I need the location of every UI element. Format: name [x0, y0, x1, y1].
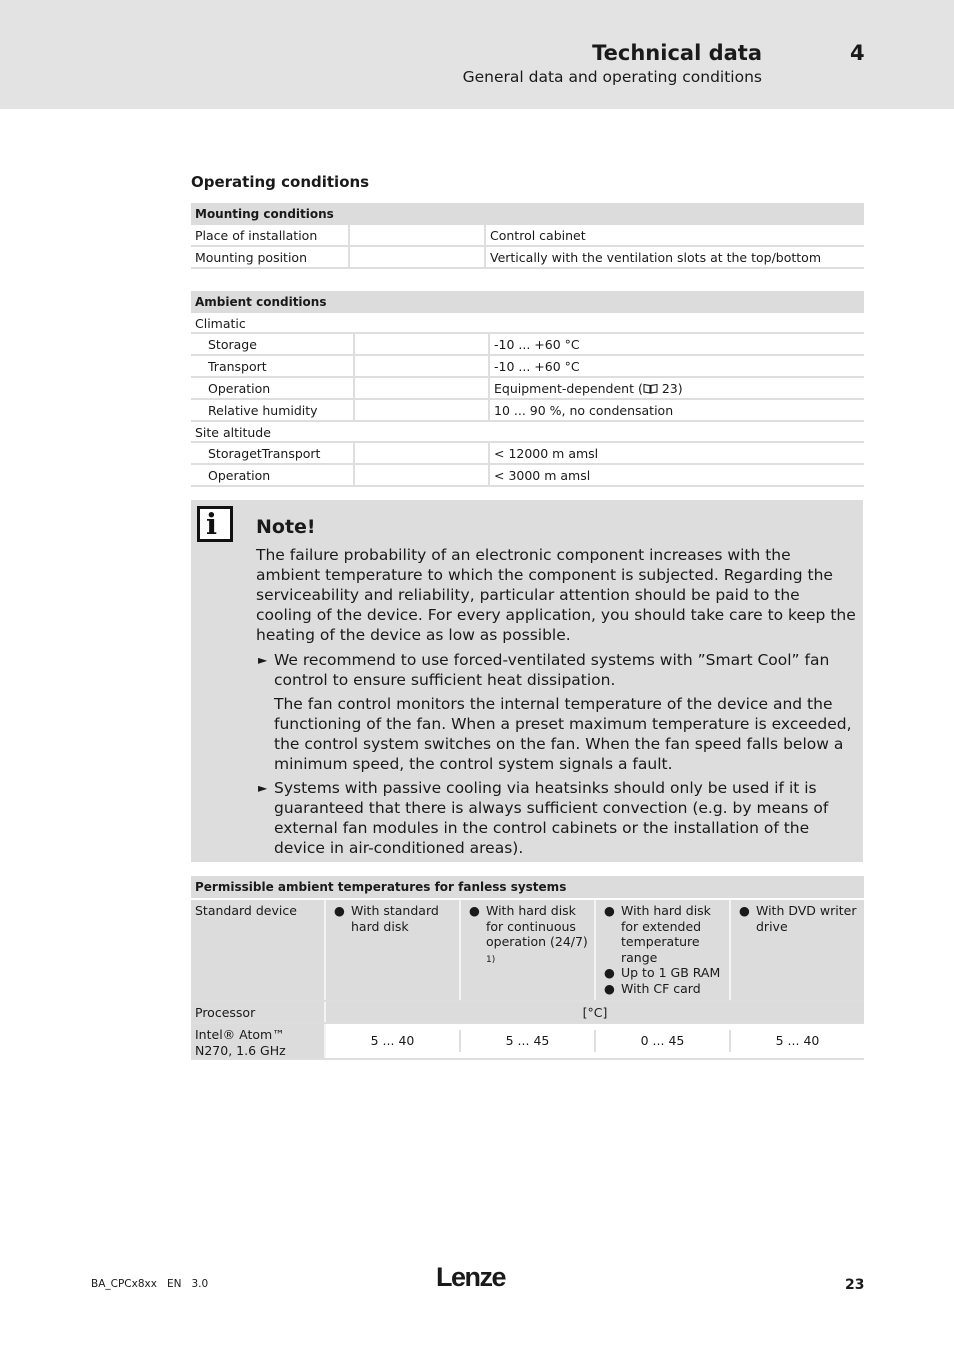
- column-label: With hard disk for continuous operation (24/7): [486, 903, 588, 949]
- lenze-logo: Lenze: [436, 1262, 506, 1292]
- row-value: < 3000 m amsl: [494, 467, 591, 483]
- bullet-icon: ●: [604, 980, 615, 996]
- ambient-table: [191, 291, 864, 487]
- table-row: [191, 378, 864, 400]
- empty-cell: [355, 400, 490, 420]
- row-value: Vertically with the ventilation slots at the top/bottom: [490, 249, 821, 265]
- row-label: Operation: [191, 465, 355, 485]
- temp-value: 5 ... 45: [461, 1030, 596, 1052]
- table-row: [191, 247, 864, 269]
- note-title: Note!: [256, 516, 316, 538]
- table-heading: Permissible ambient temperatures for fanless systems: [191, 876, 864, 898]
- bullet-icon: ●: [604, 903, 615, 918]
- empty-cell: [355, 465, 490, 485]
- note-bullet: [256, 778, 856, 858]
- note-bullet: [256, 650, 856, 774]
- mounting-table: [191, 203, 864, 269]
- page-title: Technical data: [592, 41, 762, 65]
- row-value: -10 ... +60 °C: [494, 336, 580, 352]
- header-band: [0, 0, 954, 109]
- empty-cell: [355, 334, 490, 354]
- empty-cell: [350, 225, 486, 245]
- column-header: [596, 900, 731, 1000]
- column-header: [731, 900, 864, 1000]
- temp-value: 5 ... 40: [775, 1033, 820, 1049]
- group-label: Site altitude: [191, 422, 864, 443]
- table-row: [191, 225, 864, 247]
- column-label: Up to 1 GB RAM: [621, 965, 721, 980]
- temp-value: 5 ... 40: [326, 1030, 461, 1052]
- column-label: With hard disk for extended temperature range: [621, 903, 711, 965]
- info-icon: i: [197, 506, 233, 542]
- column-label: With DVD writer drive: [756, 903, 857, 934]
- table-row: [191, 1024, 864, 1060]
- note-body: [256, 545, 856, 862]
- column-header: [326, 900, 461, 1000]
- temperature-table: [191, 876, 864, 1060]
- column-label: With CF card: [621, 980, 701, 996]
- table-row: [191, 400, 864, 422]
- row-value: < 12000 m amsl: [494, 445, 599, 461]
- row-label: StoragetTransport: [191, 443, 355, 463]
- column-header: [461, 900, 596, 1000]
- arrow-right-icon: ►: [258, 653, 268, 667]
- bullet-text: Systems with passive cooling via heatsinks should only be used if it is guaranteed that there is always sufficient convection (e.g. by means of external fan modules in the control cabinets or the installation of the device in air-conditioned areas).: [274, 779, 829, 857]
- empty-cell: [350, 247, 486, 267]
- empty-cell: [355, 356, 490, 376]
- row-label: Intel® Atom™ N270, 1.6 GHz: [191, 1024, 326, 1058]
- bullet-icon: ●: [604, 965, 615, 980]
- note-intro: The failure probability of an electronic component increases with the ambient temperature to which the component is subjected. Regarding the serviceability and reliability, particular attention should be paid to the cooling of the device. For every application, you should take care to keep the heating of the device as low as possible.: [256, 546, 856, 644]
- book-icon: [643, 383, 658, 394]
- table-heading: Mounting conditions: [191, 203, 864, 225]
- page-number: 23: [845, 1277, 865, 1293]
- empty-cell: [355, 443, 490, 463]
- row-label: Relative humidity: [191, 400, 355, 420]
- bullet-detail: The fan control monitors the internal temperature of the device and the functioning of the fan. When a preset maximum temperature is exceeded, the control system switches on the fan. When the fan speed falls below a minimum speed, the control system signals a fault.: [274, 695, 852, 773]
- table-row: [191, 334, 864, 356]
- row-label: Operation: [191, 378, 355, 398]
- row-label: Standard device: [191, 900, 326, 1000]
- chapter-number: 4: [850, 41, 865, 65]
- bullet-icon: ●: [334, 903, 345, 918]
- page-reference[interactable]: 23): [657, 380, 683, 396]
- group-label: Climatic: [191, 313, 864, 334]
- table-row: [191, 1002, 864, 1024]
- row-label: Transport: [191, 356, 355, 376]
- bullet-icon: ●: [739, 903, 750, 918]
- unit-label: [°C]: [582, 1005, 608, 1020]
- table-row: [191, 900, 864, 1002]
- document-id: BA_CPCx8xx EN 3.0: [91, 1278, 209, 1290]
- row-label: Storage: [191, 334, 355, 354]
- bullet-icon: ●: [469, 903, 480, 918]
- column-label: With standard hard disk: [351, 903, 439, 934]
- bullet-text: We recommend to use forced-ventilated systems with ”Smart Cool” fan control to ensure sufficient heat dissipation.: [274, 651, 830, 689]
- temp-value: 0 ... 45: [596, 1030, 731, 1052]
- row-value: -10 ... +60 °C: [494, 358, 580, 374]
- row-label: Mounting position: [191, 247, 350, 267]
- table-row: [191, 356, 864, 378]
- page-subtitle: General data and operating conditions: [462, 68, 762, 86]
- row-label: Place of installation: [191, 225, 350, 245]
- row-value: 10 ... 90 %, no condensation: [494, 402, 674, 418]
- table-row: [191, 465, 864, 487]
- row-value: Control cabinet: [490, 227, 586, 243]
- note-box: [191, 500, 863, 862]
- row-value: [490, 381, 683, 396]
- row-value-text: Equipment-dependent (: [494, 380, 643, 396]
- table-heading: Ambient conditions: [191, 291, 864, 313]
- footnote-ref: 1): [486, 954, 496, 965]
- section-heading: Operating conditions: [191, 173, 370, 191]
- row-label: Processor: [191, 1002, 326, 1022]
- arrow-right-icon: ►: [258, 781, 268, 795]
- table-row: [191, 443, 864, 465]
- empty-cell: [355, 378, 490, 398]
